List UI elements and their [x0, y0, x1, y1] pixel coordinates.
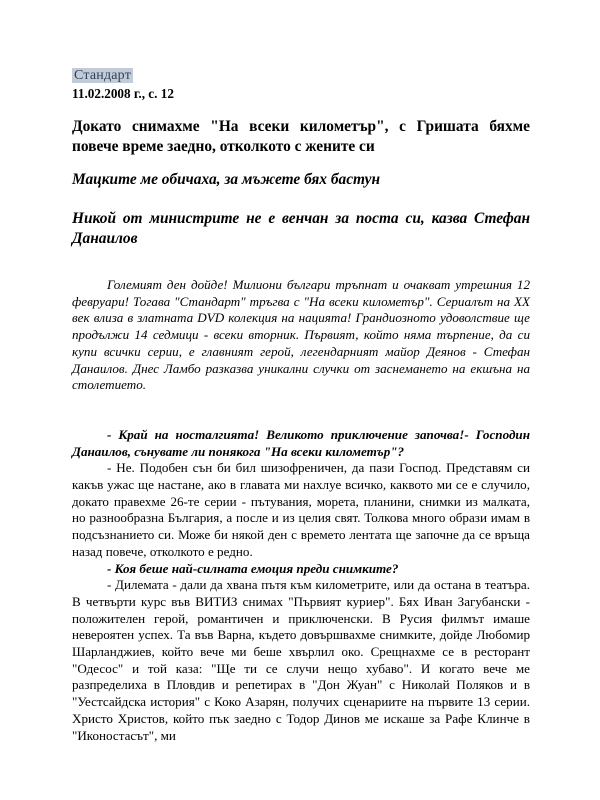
newspaper-logo — [72, 66, 530, 84]
interview-question: - Коя беше най-силната емоция преди снимките? — [107, 560, 399, 576]
article-headline: Докато снимахме "На всеки километър", с Гришата бяхме повече време заедно, отколкото с жените си — [72, 118, 530, 155]
article-lead: Големият ден дойде! Милиони българи тръпнат и очакват утрешния 12 февруари! Тогава "Стандарт" тръгва с "На всеки километър". Сериалът на ХХ век влиза в златната DVD колекция на нацията! Грандиозното удоволствие ще продължи 14 седмици - всеки вторник. Първият, който няма търпение, да си купи всички серии, е главният герой, легендарният майор Деянов - Стефан Данаилов. Днес Ламбо разказва уникални случки от заснемането на екшъна на столетието. — [72, 277, 530, 393]
interview-question: - Край на носталгията! Великото приключение започва!- Господин Данаилов, сънувате ли понякога "На всеки километър"? — [72, 426, 530, 459]
date-page-line: 11.02.2008 г., с. 12 — [72, 86, 174, 101]
article-subheadline-2: Никой от министрите не е венчан за поста си, казва Стефан Данаилов — [72, 210, 530, 247]
article-subheadline-1: Мацките ме обичаха, за мъжете бях бастун — [72, 171, 381, 188]
interview-answer: - Не. Подобен сън би бил шизофреничен, да пази Господ. Представям си какъв ужас ще настане, ако в главата ми нахлуе всичко, каквото ми се е случило, докато правехме 26-те серии - пътувания, морета, планини, снимки из малката, но разнообразна България, а после и из целия свят. Толкова много образи имам в подсъзнанието си. Може би някой ден с времето лентата ще започне да се връща назад повече, отколкото е редно. — [72, 460, 530, 559]
article-page — [72, 66, 530, 744]
newspaper-logo-text: Стандарт — [74, 68, 132, 83]
interview-body — [72, 427, 530, 744]
interview-answer: - Дилемата - дали да хвана пътя към километрите, или да остана в театъра. В четвърти курс във ВИТИЗ снимах "Първият куриер". Бях Иван Загубански - положителен герой, романтичен и приключенски. В Русия филмът имаше невероятен успех. Та във Варна, където довършвахме снимките, дойде Любомир Шарланджиев, който вече ми беше хвърлил око. Срещнахме се в ресторант "Одесос" и той каза: "Ще ти се случи нещо хубаво". И когато вече ме разпределиха в Пловдив и репетирах в "Дон Жуан" с Николай Поляков и в "Уестсайдска история" с Коко Азарян, получих сценариите на първите 13 серии. Христо Христов, който пък заедно с Тодор Динов ме искаше за Рафе Клинче в "Иконостасът", ми — [72, 577, 530, 743]
